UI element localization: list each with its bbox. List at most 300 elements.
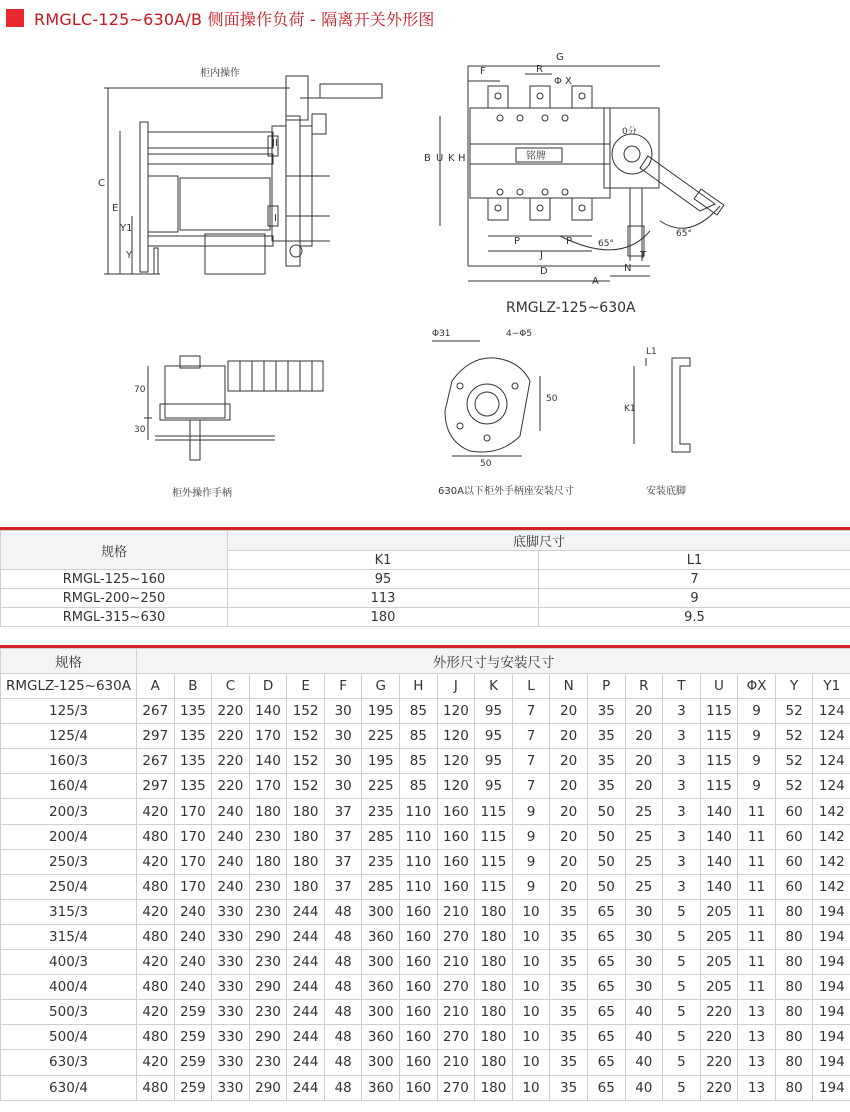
value-cell: 65	[587, 1025, 625, 1050]
value-cell: 115	[475, 799, 513, 824]
value-cell: 205	[700, 975, 738, 1000]
value-cell: 180	[475, 975, 513, 1000]
value-cell: 20	[550, 824, 588, 849]
value-cell: 7	[512, 699, 550, 724]
value-cell: 9	[738, 724, 776, 749]
value-cell: 11	[738, 899, 776, 924]
value-cell: 194	[813, 899, 850, 924]
dim-col-header: J	[437, 674, 475, 699]
value-cell: 290	[249, 924, 287, 949]
value-cell: 60	[775, 874, 813, 899]
dim-letter-G: G	[556, 52, 564, 63]
value-cell: 3	[663, 774, 701, 799]
value-cell: 180	[287, 849, 325, 874]
value-cell: 30	[625, 899, 663, 924]
foot-cell: 113	[228, 589, 539, 608]
dim-letter-N: N	[624, 263, 632, 274]
label-cabinet-inside: 柜内操作	[200, 68, 240, 79]
foot-cell: RMGL-315~630	[1, 608, 228, 627]
value-cell: 37	[324, 874, 362, 899]
value-cell: 240	[212, 824, 250, 849]
value-cell: 110	[400, 874, 438, 899]
value-cell: 48	[324, 975, 362, 1000]
value-cell: 244	[287, 1050, 325, 1075]
value-cell: 48	[324, 1025, 362, 1050]
value-cell: 135	[174, 699, 212, 724]
value-cell: 30	[625, 975, 663, 1000]
value-cell: 420	[137, 799, 175, 824]
value-cell: 25	[625, 824, 663, 849]
value-cell: 160	[400, 1050, 438, 1075]
dim-col-header: P	[587, 674, 625, 699]
value-cell: 35	[550, 899, 588, 924]
value-cell: 60	[775, 799, 813, 824]
dim-letter-D: D	[540, 266, 548, 277]
value-cell: 48	[324, 1075, 362, 1100]
value-cell: 220	[700, 1075, 738, 1100]
value-cell: 3	[663, 724, 701, 749]
value-cell: 124	[813, 774, 850, 799]
value-cell: 115	[475, 849, 513, 874]
value-cell: 240	[174, 924, 212, 949]
value-cell: 235	[362, 799, 400, 824]
value-cell: 120	[437, 699, 475, 724]
value-cell: 140	[249, 699, 287, 724]
value-cell: 160	[437, 799, 475, 824]
label-handle-seat: 630A以下柜外手柄座安装尺寸	[438, 486, 574, 497]
value-cell: 180	[475, 1000, 513, 1025]
value-cell: 270	[437, 1025, 475, 1050]
dim-letter-A: A	[592, 276, 599, 287]
value-cell: 259	[174, 1025, 212, 1050]
value-cell: 110	[400, 824, 438, 849]
value-cell: 120	[437, 724, 475, 749]
spec-cell: 160/4	[1, 774, 137, 799]
value-cell: 220	[212, 774, 250, 799]
dim-model-header: RMGLZ-125~630A	[1, 674, 137, 699]
value-cell: 65	[587, 924, 625, 949]
value-cell: 9	[512, 799, 550, 824]
value-cell: 35	[550, 1050, 588, 1075]
foot-table-row	[1, 608, 850, 627]
value-cell: 80	[775, 1075, 813, 1100]
value-cell: 290	[249, 975, 287, 1000]
page-title: RMGLC-125~630A/B 侧面操作负荷 - 隔离开关外形图	[34, 9, 435, 29]
value-cell: 80	[775, 950, 813, 975]
value-cell: 180	[475, 1050, 513, 1075]
dim-col-header: R	[625, 674, 663, 699]
dim-letter-P2: P	[566, 236, 573, 247]
dim-col-header: L	[512, 674, 550, 699]
dim-col-header: E	[287, 674, 325, 699]
value-cell: 330	[212, 1000, 250, 1025]
value-cell: 180	[287, 799, 325, 824]
value-cell: 205	[700, 950, 738, 975]
dim-spec-header: 规格	[1, 649, 137, 674]
value-cell: 270	[437, 975, 475, 1000]
dim-30: 30	[134, 425, 146, 435]
value-cell: 230	[249, 1050, 287, 1075]
value-cell: 30	[625, 950, 663, 975]
spec-cell: 630/4	[1, 1075, 137, 1100]
value-cell: 259	[174, 1000, 212, 1025]
value-cell: 13	[738, 1075, 776, 1100]
dim-letter-B: B	[424, 153, 431, 164]
value-cell: 170	[174, 824, 212, 849]
value-cell: 205	[700, 924, 738, 949]
foot-cell: 9	[539, 589, 850, 608]
value-cell: 3	[663, 699, 701, 724]
value-cell: 110	[400, 849, 438, 874]
value-cell: 35	[550, 1000, 588, 1025]
value-cell: 124	[813, 749, 850, 774]
value-cell: 10	[512, 1000, 550, 1025]
value-cell: 285	[362, 874, 400, 899]
foot-cell: RMGL-125~160	[1, 570, 228, 589]
value-cell: 244	[287, 924, 325, 949]
table-row	[1, 849, 850, 874]
value-cell: 135	[174, 774, 212, 799]
model-label: RMGLZ-125~630A	[506, 300, 636, 316]
value-cell: 152	[287, 774, 325, 799]
value-cell: 35	[550, 1025, 588, 1050]
value-cell: 25	[625, 849, 663, 874]
value-cell: 140	[700, 874, 738, 899]
dim-50-vertical: 50	[546, 394, 558, 404]
value-cell: 180	[475, 924, 513, 949]
value-cell: 124	[813, 724, 850, 749]
value-cell: 5	[663, 975, 701, 1000]
dim-col-header: H	[400, 674, 438, 699]
value-cell: 37	[324, 824, 362, 849]
dim-letter-Y: Y	[126, 250, 133, 261]
value-cell: 80	[775, 924, 813, 949]
value-cell: 140	[700, 824, 738, 849]
value-cell: 20	[625, 774, 663, 799]
spec-cell: 500/3	[1, 1000, 137, 1025]
dim-col-header: U	[700, 674, 738, 699]
spec-cell: 125/4	[1, 724, 137, 749]
label-roman-II: II	[272, 138, 278, 149]
value-cell: 244	[287, 899, 325, 924]
value-cell: 210	[437, 1050, 475, 1075]
spec-cell: 250/3	[1, 849, 137, 874]
spec-cell: 630/3	[1, 1050, 137, 1075]
value-cell: 9	[512, 849, 550, 874]
table-row	[1, 824, 850, 849]
value-cell: 5	[663, 950, 701, 975]
value-cell: 360	[362, 1025, 400, 1050]
value-cell: 210	[437, 1000, 475, 1025]
spec-cell: 400/3	[1, 950, 137, 975]
dim-col-header: T	[663, 674, 701, 699]
dim-4phi5: 4−Φ5	[506, 329, 533, 339]
value-cell: 5	[663, 1075, 701, 1100]
value-cell: 3	[663, 749, 701, 774]
value-cell: 50	[587, 824, 625, 849]
value-cell: 80	[775, 975, 813, 1000]
table-row	[1, 874, 850, 899]
dimension-table	[0, 648, 850, 1101]
value-cell: 240	[212, 874, 250, 899]
dim-col-header: G	[362, 674, 400, 699]
value-cell: 194	[813, 1000, 850, 1025]
value-cell: 20	[625, 724, 663, 749]
spec-cell: 500/4	[1, 1025, 137, 1050]
value-cell: 52	[775, 724, 813, 749]
dim-col-header: B	[174, 674, 212, 699]
value-cell: 30	[324, 774, 362, 799]
value-cell: 35	[587, 749, 625, 774]
value-cell: 194	[813, 1075, 850, 1100]
value-cell: 52	[775, 774, 813, 799]
value-cell: 267	[137, 749, 175, 774]
title-marker	[6, 9, 24, 27]
value-cell: 225	[362, 724, 400, 749]
foot-group-header: 底脚尺寸	[228, 531, 850, 551]
value-cell: 50	[587, 874, 625, 899]
value-cell: 3	[663, 799, 701, 824]
dim-col-header: ΦX	[738, 674, 776, 699]
value-cell: 10	[512, 975, 550, 1000]
value-cell: 220	[212, 749, 250, 774]
value-cell: 142	[813, 799, 850, 824]
value-cell: 48	[324, 1050, 362, 1075]
value-cell: 195	[362, 699, 400, 724]
value-cell: 220	[212, 699, 250, 724]
value-cell: 244	[287, 950, 325, 975]
value-cell: 95	[475, 699, 513, 724]
value-cell: 11	[738, 799, 776, 824]
value-cell: 270	[437, 1075, 475, 1100]
value-cell: 115	[700, 749, 738, 774]
value-cell: 25	[625, 799, 663, 824]
value-cell: 35	[550, 975, 588, 1000]
value-cell: 40	[625, 1050, 663, 1075]
value-cell: 7	[512, 724, 550, 749]
value-cell: 30	[324, 699, 362, 724]
table-row	[1, 1075, 850, 1100]
value-cell: 3	[663, 874, 701, 899]
value-cell: 40	[625, 1075, 663, 1100]
spec-cell: 250/4	[1, 874, 137, 899]
value-cell: 230	[249, 824, 287, 849]
value-cell: 180	[475, 1025, 513, 1050]
value-cell: 160	[400, 899, 438, 924]
foot-cell: RMGL-200~250	[1, 589, 228, 608]
value-cell: 20	[550, 774, 588, 799]
value-cell: 115	[475, 824, 513, 849]
value-cell: 210	[437, 950, 475, 975]
value-cell: 10	[512, 1075, 550, 1100]
value-cell: 48	[324, 950, 362, 975]
value-cell: 5	[663, 1025, 701, 1050]
value-cell: 140	[700, 849, 738, 874]
value-cell: 5	[663, 1000, 701, 1025]
value-cell: 35	[550, 950, 588, 975]
value-cell: 65	[587, 1050, 625, 1075]
table-row	[1, 799, 850, 824]
dim-letter-J: J	[540, 250, 543, 261]
label-external-handle: 柜外操作手柄	[172, 488, 232, 499]
value-cell: 160	[400, 924, 438, 949]
table-row	[1, 975, 850, 1000]
value-cell: 194	[813, 1050, 850, 1075]
value-cell: 420	[137, 899, 175, 924]
value-cell: 244	[287, 975, 325, 1000]
dim-col-header: D	[249, 674, 287, 699]
value-cell: 13	[738, 1025, 776, 1050]
value-cell: 65	[587, 1000, 625, 1025]
value-cell: 60	[775, 824, 813, 849]
value-cell: 330	[212, 950, 250, 975]
value-cell: 135	[174, 749, 212, 774]
value-cell: 259	[174, 1075, 212, 1100]
table-row	[1, 1050, 850, 1075]
value-cell: 160	[437, 824, 475, 849]
value-cell: 267	[137, 699, 175, 724]
dim-phi31: Φ31	[432, 329, 451, 339]
value-cell: 30	[625, 924, 663, 949]
value-cell: 52	[775, 749, 813, 774]
spec-cell: 400/4	[1, 975, 137, 1000]
value-cell: 160	[400, 1075, 438, 1100]
value-cell: 35	[587, 774, 625, 799]
value-cell: 420	[137, 1000, 175, 1025]
drawing-svg	[0, 36, 850, 510]
value-cell: 180	[475, 899, 513, 924]
value-cell: 115	[475, 874, 513, 899]
value-cell: 220	[700, 1000, 738, 1025]
value-cell: 300	[362, 1000, 400, 1025]
technical-drawing	[0, 36, 850, 510]
value-cell: 65	[587, 975, 625, 1000]
value-cell: 420	[137, 950, 175, 975]
value-cell: 235	[362, 849, 400, 874]
angle-label-1: 65°	[598, 239, 614, 249]
spec-cell: 160/3	[1, 749, 137, 774]
foot-table-row	[1, 589, 850, 608]
value-cell: 170	[174, 799, 212, 824]
value-cell: 330	[212, 1075, 250, 1100]
table-row	[1, 1025, 850, 1050]
value-cell: 195	[362, 749, 400, 774]
value-cell: 11	[738, 824, 776, 849]
value-cell: 48	[324, 924, 362, 949]
dim-letter-F: F	[480, 66, 486, 77]
angle-label-2: 65°	[676, 229, 692, 239]
table-row	[1, 749, 850, 774]
value-cell: 20	[550, 749, 588, 774]
value-cell: 95	[475, 749, 513, 774]
label-roman-I: I	[274, 213, 277, 224]
value-cell: 194	[813, 924, 850, 949]
value-cell: 300	[362, 1050, 400, 1075]
value-cell: 330	[212, 1025, 250, 1050]
foot-cell: 7	[539, 570, 850, 589]
value-cell: 3	[663, 824, 701, 849]
value-cell: 9	[512, 874, 550, 899]
dim-letter-K: K	[448, 153, 455, 164]
value-cell: 480	[137, 1075, 175, 1100]
value-cell: 360	[362, 975, 400, 1000]
spec-cell: 200/4	[1, 824, 137, 849]
dim-col-header: F	[324, 674, 362, 699]
value-cell: 7	[512, 774, 550, 799]
value-cell: 124	[813, 699, 850, 724]
dim-70: 70	[134, 385, 146, 395]
value-cell: 20	[550, 699, 588, 724]
value-cell: 240	[174, 975, 212, 1000]
dimension-table-body	[1, 649, 850, 1101]
value-cell: 35	[550, 924, 588, 949]
value-cell: 297	[137, 724, 175, 749]
value-cell: 35	[587, 699, 625, 724]
value-cell: 220	[700, 1050, 738, 1075]
value-cell: 285	[362, 824, 400, 849]
dim-col-header: K	[475, 674, 513, 699]
value-cell: 50	[587, 849, 625, 874]
value-cell: 9	[738, 774, 776, 799]
position-zero-label: 0分	[622, 127, 637, 137]
value-cell: 240	[174, 950, 212, 975]
value-cell: 270	[437, 924, 475, 949]
value-cell: 170	[249, 724, 287, 749]
value-cell: 40	[625, 1025, 663, 1050]
value-cell: 10	[512, 899, 550, 924]
value-cell: 180	[287, 824, 325, 849]
value-cell: 194	[813, 950, 850, 975]
value-cell: 420	[137, 849, 175, 874]
value-cell: 11	[738, 924, 776, 949]
value-cell: 85	[400, 749, 438, 774]
value-cell: 120	[437, 774, 475, 799]
value-cell: 37	[324, 799, 362, 824]
value-cell: 297	[137, 774, 175, 799]
dim-table-header-row	[1, 649, 850, 674]
value-cell: 180	[249, 849, 287, 874]
value-cell: 65	[587, 1075, 625, 1100]
table-row	[1, 774, 850, 799]
value-cell: 85	[400, 724, 438, 749]
title-bar	[0, 0, 850, 36]
value-cell: 80	[775, 1025, 813, 1050]
value-cell: 300	[362, 950, 400, 975]
dim-letter-phix: Φ X	[554, 76, 572, 87]
dim-letter-R: R	[536, 64, 543, 75]
value-cell: 9	[738, 699, 776, 724]
value-cell: 210	[437, 899, 475, 924]
value-cell: 25	[625, 874, 663, 899]
value-cell: 13	[738, 1000, 776, 1025]
value-cell: 9	[512, 824, 550, 849]
foot-col-k1: K1	[228, 551, 539, 570]
value-cell: 20	[550, 874, 588, 899]
value-cell: 290	[249, 1025, 287, 1050]
table-row	[1, 950, 850, 975]
value-cell: 152	[287, 749, 325, 774]
value-cell: 115	[700, 699, 738, 724]
dim-letter-P1: P	[514, 236, 521, 247]
value-cell: 142	[813, 824, 850, 849]
dim-group-header: 外形尺寸与安装尺寸	[137, 649, 850, 674]
value-cell: 194	[813, 975, 850, 1000]
value-cell: 110	[400, 799, 438, 824]
value-cell: 194	[813, 1025, 850, 1050]
value-cell: 180	[287, 874, 325, 899]
value-cell: 160	[400, 950, 438, 975]
value-cell: 230	[249, 874, 287, 899]
